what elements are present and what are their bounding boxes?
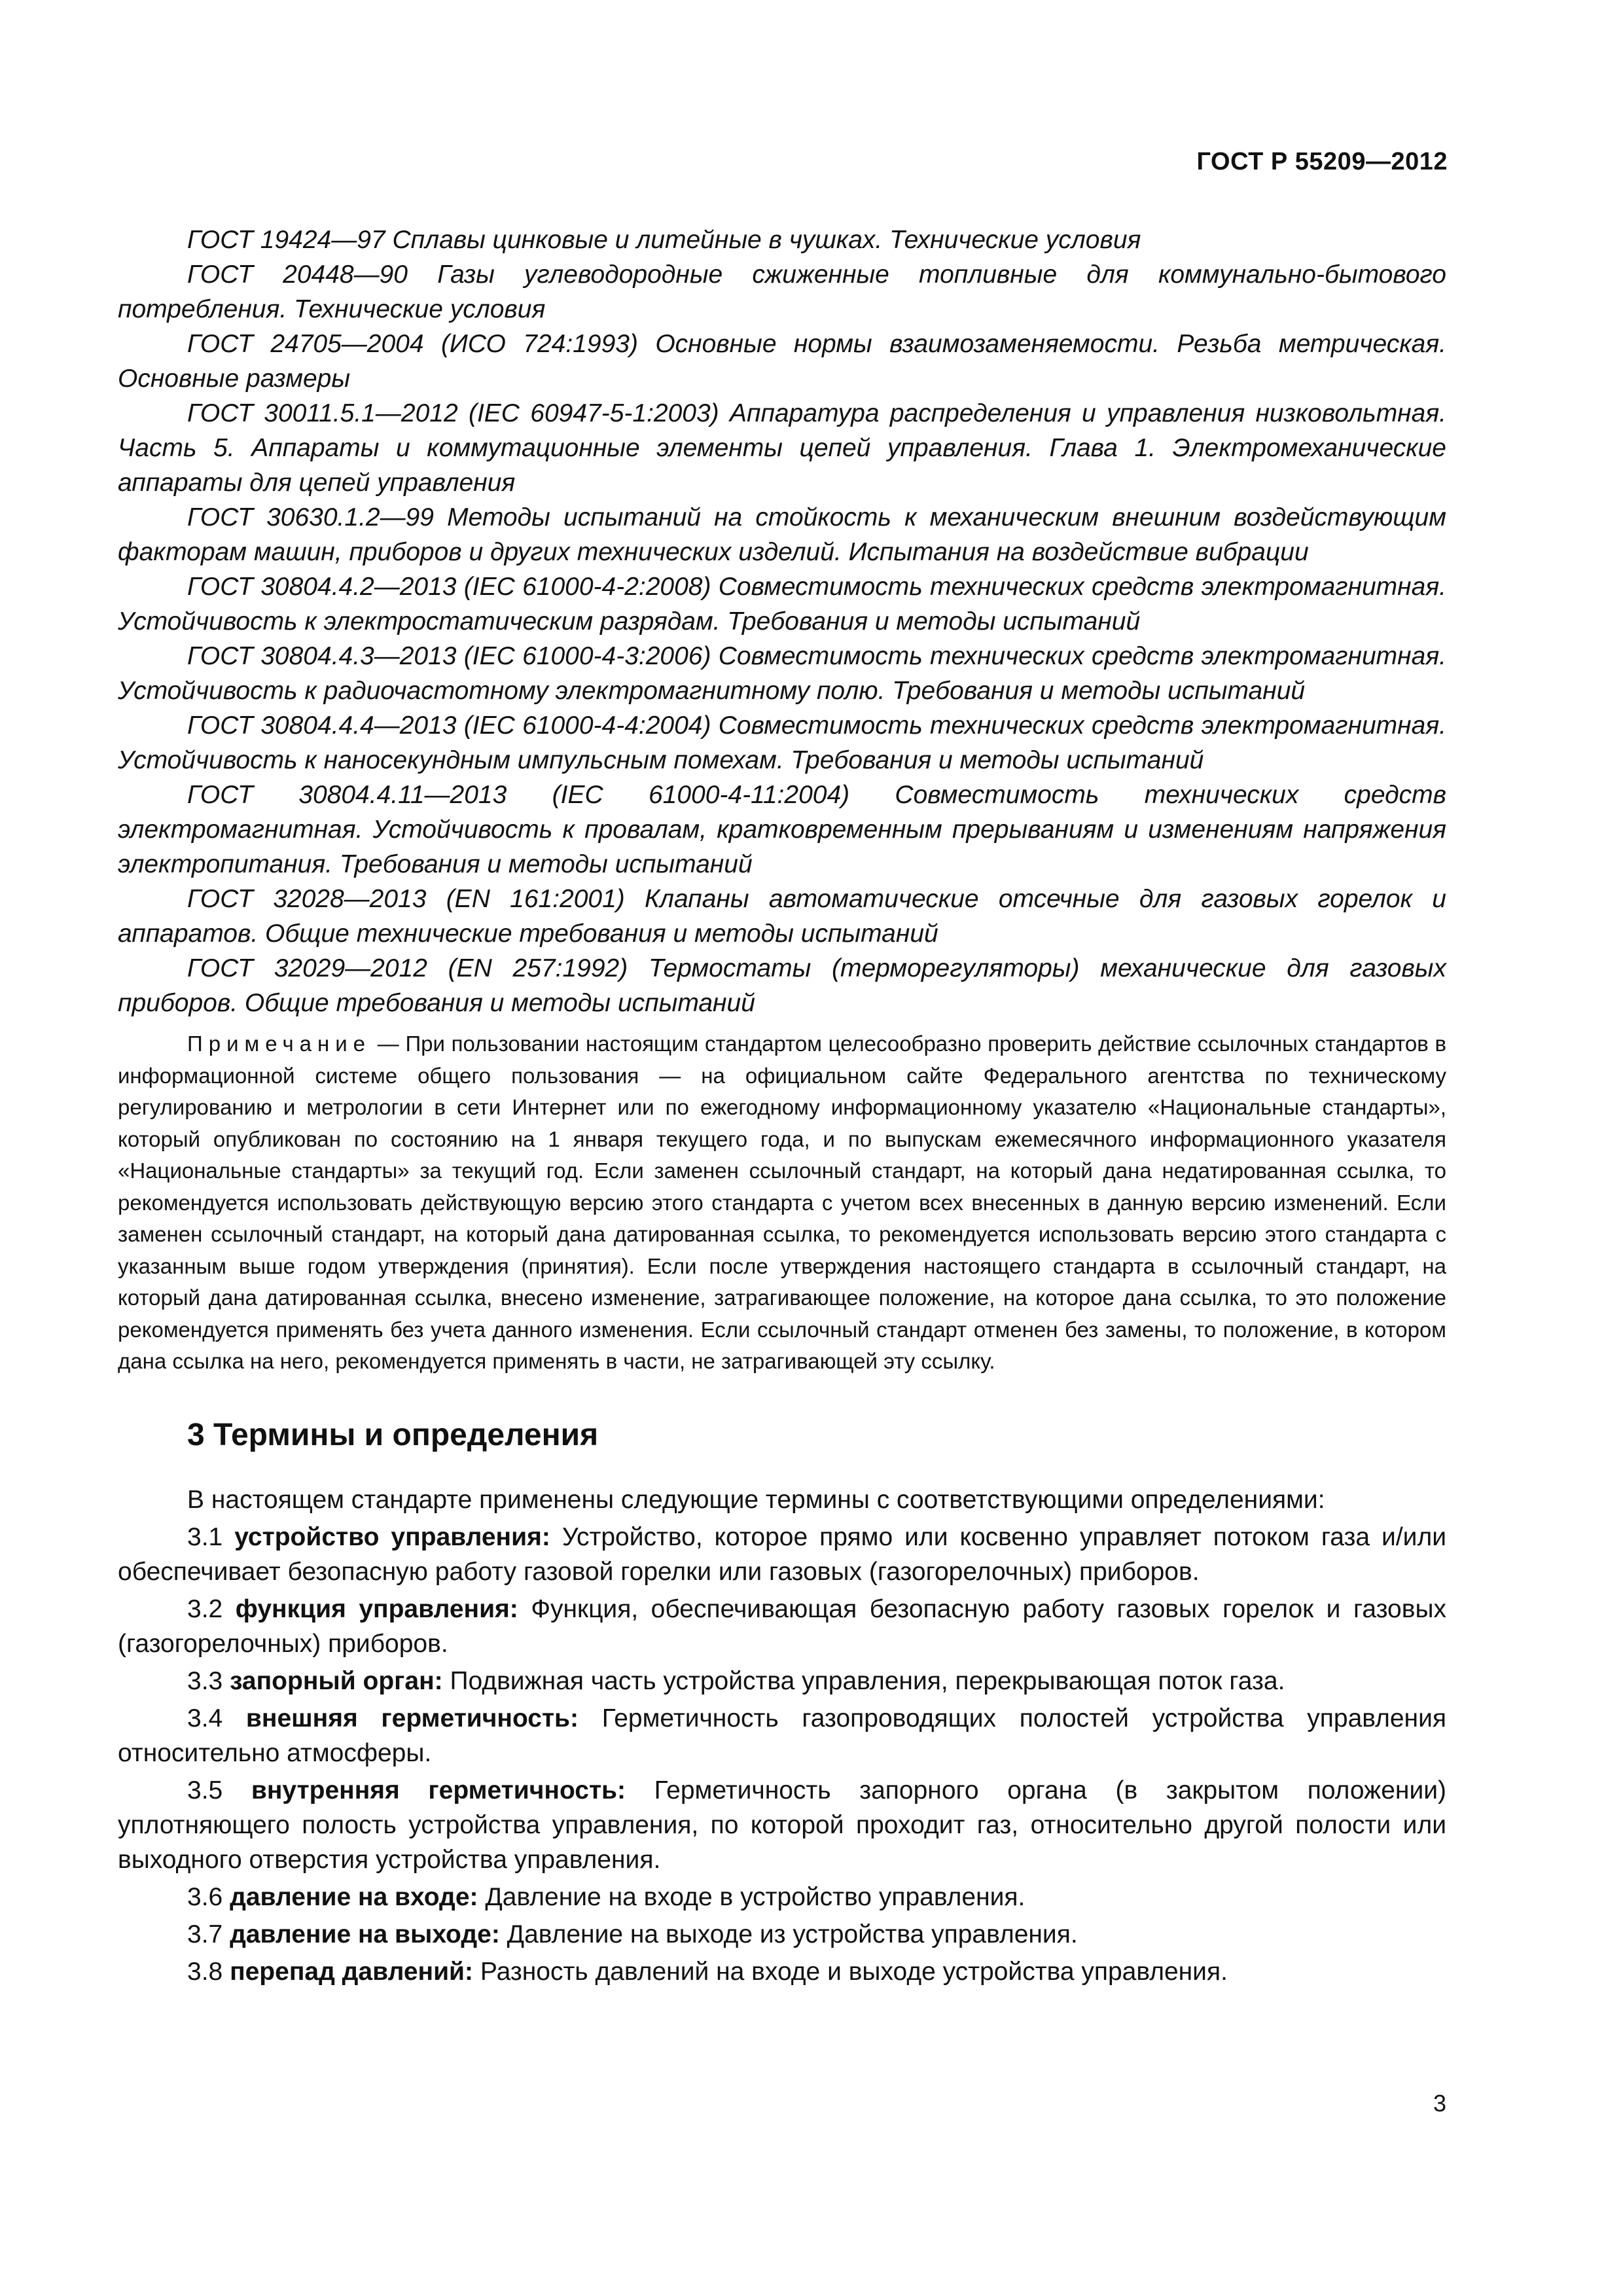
term-item [118,1520,1446,1589]
reference-item: ГОСТ 30011.5.1—2012 (IEC 60947-5-1:2003) Аппаратура распределения и управления низковольтная. Часть 5. Аппараты и коммутационные элементы цепей управления. Глава 1. Электромеханические аппараты для цепей управления [118,399,1446,497]
reference-item: ГОСТ 20448—90 Газы углеводородные сжиженные топливные для коммунально-бытового потребления. Технические условия [118,260,1446,323]
term-name: запорный орган: [230,1666,443,1695]
term-item [118,1917,1446,1952]
reference-item: ГОСТ 19424—97 Сплавы цинковые и литейные в чушках. Технические условия [187,226,1141,254]
page-content [118,223,1446,1989]
reference-item: ГОСТ 30630.1.2—99 Методы испытаний на стойкость к механическим внешним воздействующим факторам машин, приборов и других технических изделий. Испытания на воздействие вибрации [118,503,1446,566]
term-definition: Устройство, которое прямо или косвенно управляет потоком газа и/или обеспечивает безопасную работу газовой горелки или газовых (газогорелочных) приборов. [118,1522,1446,1586]
reference-item: ГОСТ 30804.4.3—2013 (IEC 61000-4-3:2006) Совместимость технических средств электромагнитная. Устойчивость к радиочастотному электромагнитному полю. Требования и методы испытаний [118,642,1446,705]
term-definition: Давление на входе в устройство управления. [485,1882,1026,1911]
term-item [118,1664,1446,1698]
term-item [118,1880,1446,1914]
term-number: 3.8 [187,1957,223,1986]
term-number: 3.7 [187,1920,223,1948]
term-name: устройство управления: [234,1522,550,1551]
term-name: давление на выходе: [230,1920,500,1948]
reference-item: ГОСТ 30804.4.2—2013 (IEC 61000-4-2:2008) Совместимость технических средств электромагнитная. Устойчивость к электростатическим разрядам. Требования и методы испытаний [118,573,1446,636]
term-item [118,1773,1446,1877]
term-item [118,1701,1446,1770]
reference-item: ГОСТ 32028—2013 (EN 161:2001) Клапаны автоматические отсечные для газовых горелок и аппаратов. Общие технические требования и методы испытаний [118,885,1446,948]
term-number: 3.6 [187,1882,223,1911]
term-definition: Подвижная часть устройства управления, перекрывающая поток газа. [450,1666,1285,1695]
term-number: 3.1 [187,1522,223,1551]
references-list [118,223,1446,1020]
term-definition: Герметичность запорного органа (в закрытом положении) уплотняющего полость устройства управления, по которой проходит газ, относительно другой полости или выходного отверстия устройства управления. [118,1776,1446,1874]
term-name: внутренняя герметичность: [251,1776,626,1804]
terms-list [118,1520,1446,1989]
reference-item: ГОСТ 32029—2012 (EN 257:1992) Термостаты (терморегуляторы) механические для газовых приборов. Общие требования и методы испытаний [118,954,1446,1017]
note-paragraph [118,1028,1446,1378]
term-name: функция управления: [235,1594,518,1623]
reference-item: ГОСТ 30804.4.4—2013 (IEC 61000-4-4:2004) Совместимость технических средств электромагнитная. Устойчивость к наносекундным импульсным помехам. Требования и методы испытаний [118,711,1446,774]
term-item [118,1592,1446,1661]
note-text: — При пользовании настоящим стандартом целесообразно проверить действие ссылочных стандартов в информационной системе общего пользования — на официальном сайте Федерального агентства по техническому регулированию и метрологии в сети Интернет или по ежегодному информационному указателю «Национальные стандарты», который опубликован по состоянию на 1 января текущего года, и по выпускам ежемесячного информационного указателя «Национальные стандарты» за текущий год. Если заменен ссылочный стандарт, на который дана недатированная ссылка, то рекомендуется использовать действующую версию этого стандарта с учетом всех внесенных в данную версию изменений. Если заменен ссылочный стандарт, на который дана датированная ссылка, то рекомендуется использовать версию этого стандарта с указанным выше годом утверждения (принятия). Если после утверждения настоящего стандарта в ссылочный стандарт, на который дана датированная ссылка, внесено изменение, затрагивающее положение, на которое дана ссылка, то это положение рекомендуется применять без учета данного изменения. Если ссылочный стандарт отменен без замены, то положение, в котором дана ссылка на него, рекомендуется применять в части, не затрагивающей эту ссылку. [118,1031,1446,1373]
term-item [118,1954,1446,1989]
note-label: Примечание [187,1031,372,1056]
section-title: 3 Термины и определения [187,1417,599,1452]
term-number: 3.3 [187,1666,223,1695]
document-header: ГОСТ Р 55209—2012 [1196,148,1448,175]
term-name: перепад давлений: [230,1957,474,1986]
page-number: 3 [1433,2090,1446,2117]
term-definition: Функция, обеспечивающая безопасную работу газовых горелок и газовых (газогорелочных) приборов. [118,1594,1446,1658]
term-definition: Давление на выходе из устройства управления. [507,1920,1078,1948]
reference-item: ГОСТ 24705—2004 (ИСО 724:1993) Основные нормы взаимозаменяемости. Резьба метрическая. Основные размеры [118,330,1446,393]
term-name: давление на входе: [230,1882,478,1911]
reference-item: ГОСТ 30804.4.11—2013 (IEC 61000-4-11:2004) Совместимость технических средств электромагнитная. Устойчивость к провалам, кратковременным прерываниям и изменениям напряжения электропитания. Требования и методы испытаний [118,781,1446,878]
term-number: 3.4 [187,1704,223,1732]
term-number: 3.5 [187,1776,223,1804]
term-number: 3.2 [187,1594,223,1623]
section-intro: В настоящем стандарте применены следующие термины с соответствующими определениями: [187,1485,1325,1514]
term-definition: Герметичность газопроводящих полостей устройства управления относительно атмосферы. [118,1704,1446,1767]
term-name: внешняя герметичность: [245,1704,579,1732]
term-definition: Разность давлений на входе и выходе устройства управления. [480,1957,1228,1986]
